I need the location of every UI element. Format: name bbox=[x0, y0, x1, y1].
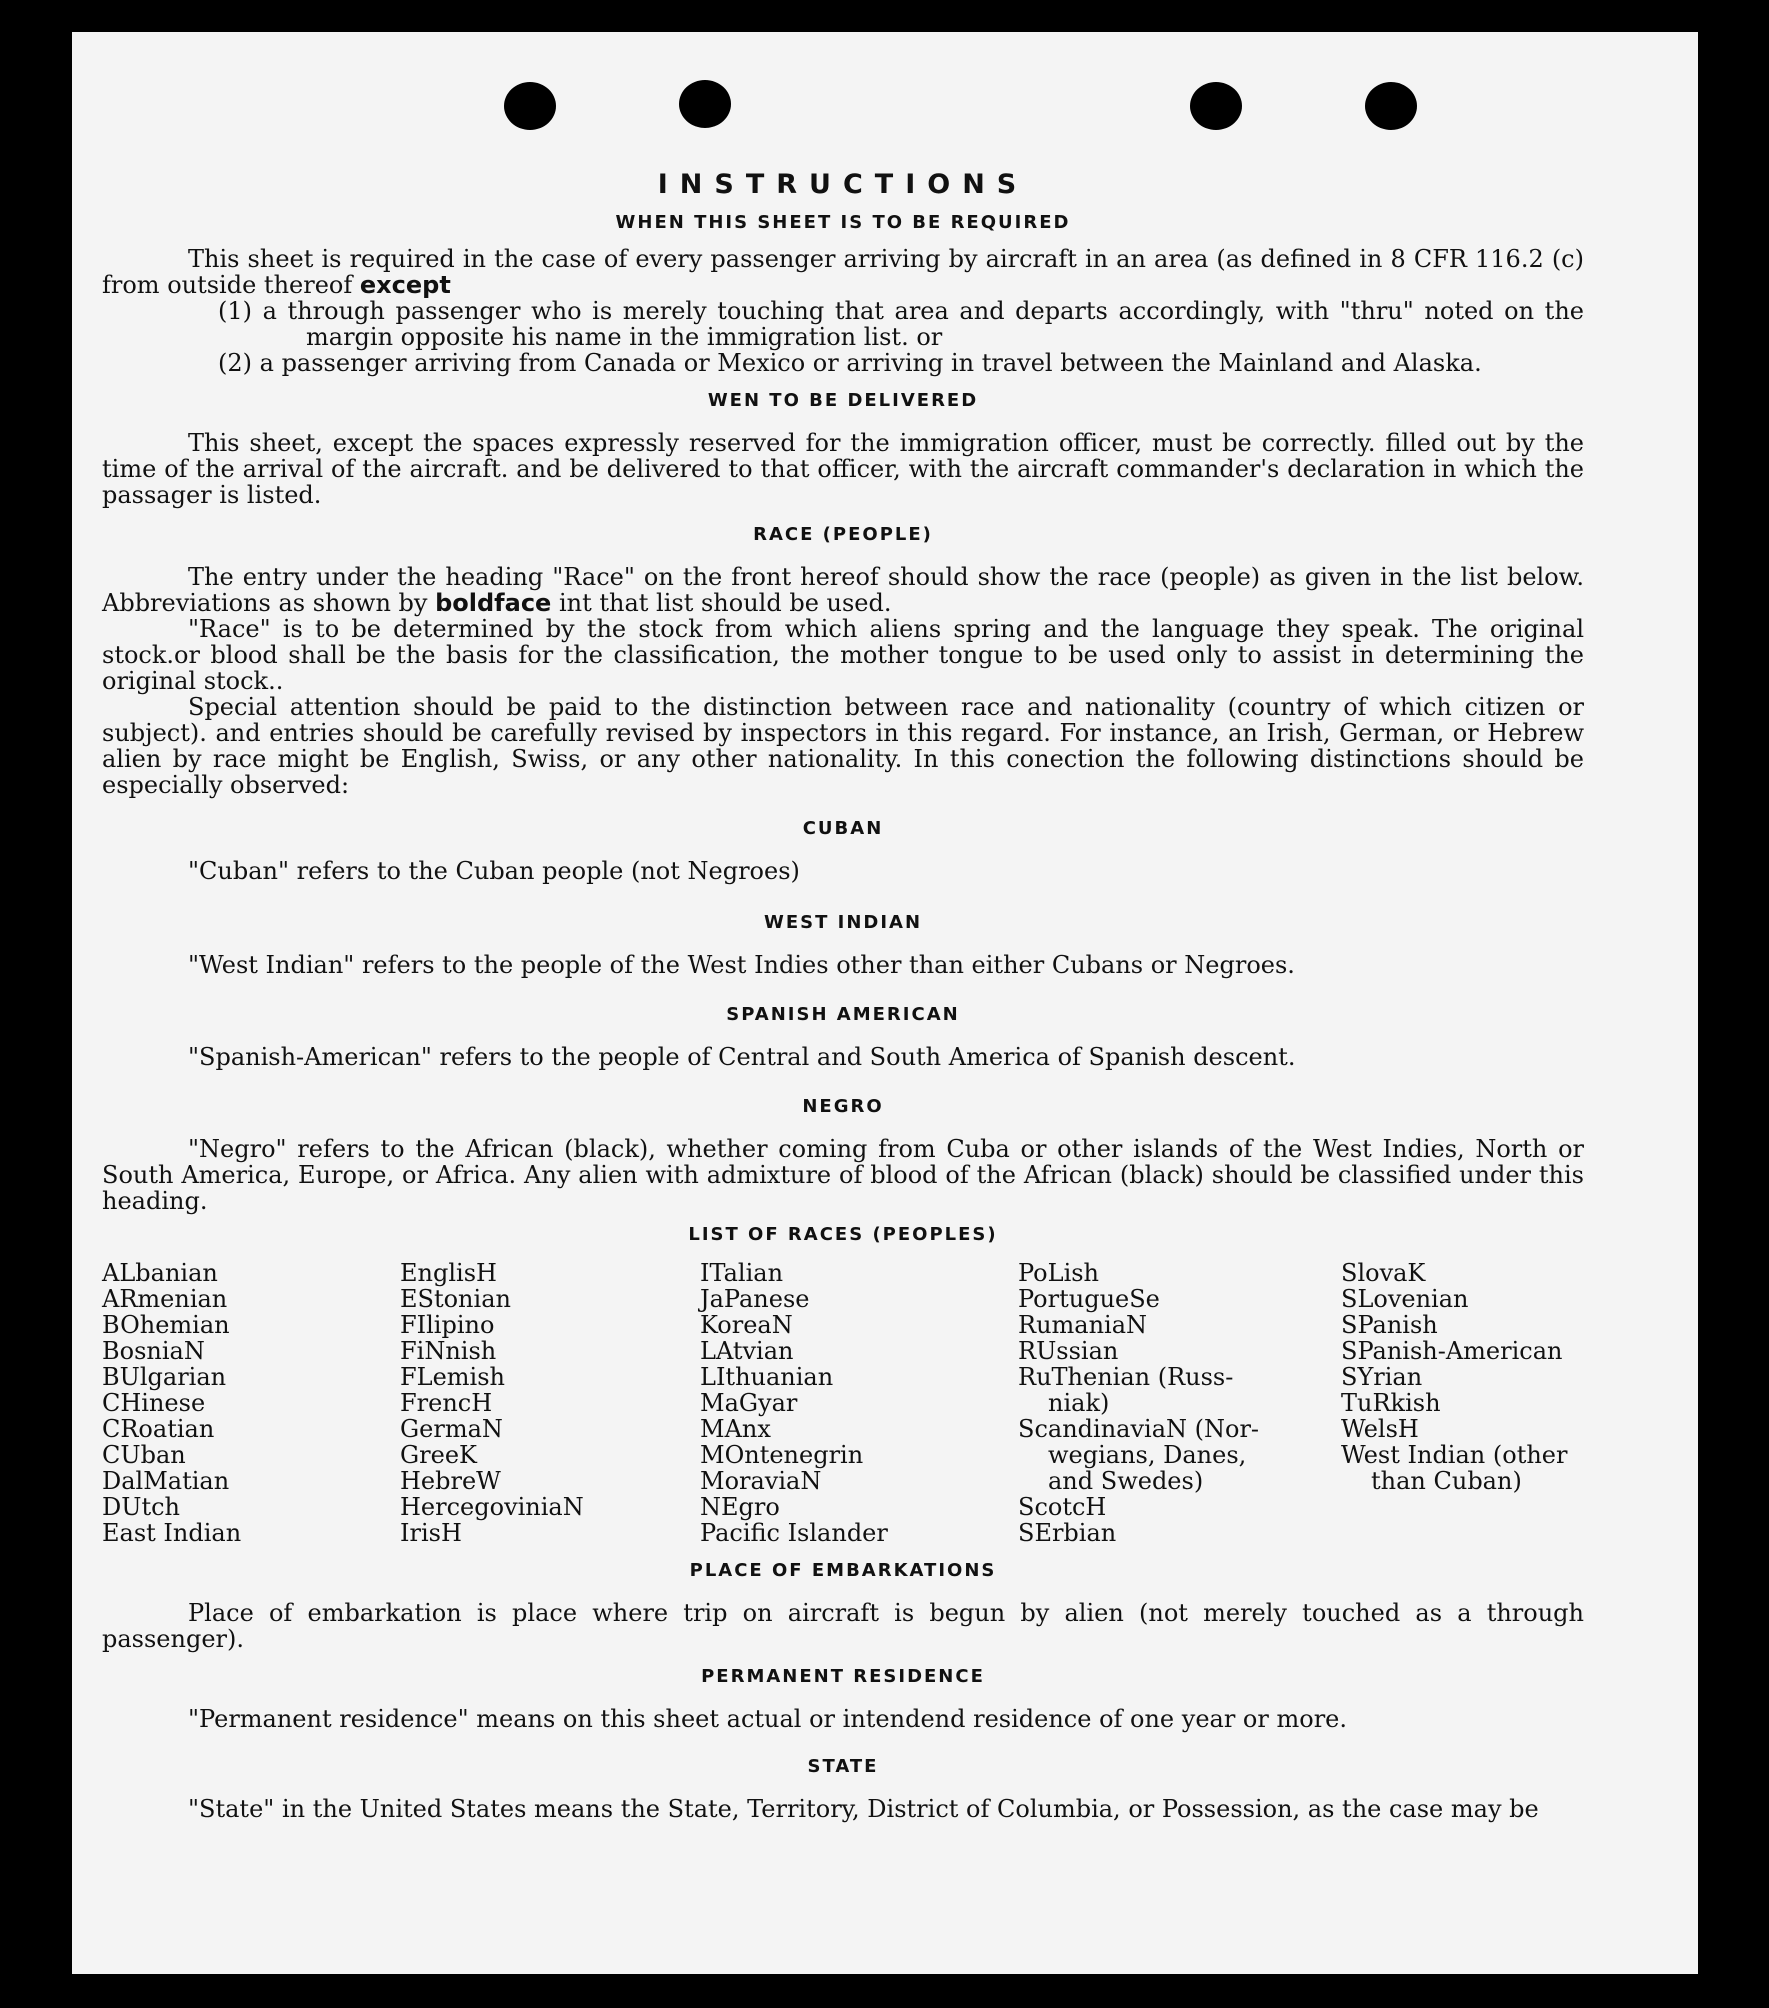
text-segment: int that list should be used. bbox=[551, 589, 892, 617]
race-item: GreeK bbox=[400, 1441, 477, 1469]
race-item: FIlipino bbox=[400, 1311, 495, 1339]
race-item: SLovenian bbox=[1341, 1285, 1469, 1313]
bold-text: except bbox=[359, 271, 451, 299]
paragraph-cuban: "Cuban" refers to the Cuban people (not Negroes) bbox=[188, 857, 800, 885]
race-item: RumaniaN bbox=[1018, 1311, 1148, 1339]
race-item: HercegoviniaN bbox=[400, 1493, 584, 1521]
paragraph-race-2: "Race" is to be determined by the stock from which aliens spring and the language they speak. The original stock.or blood shall be the basis for the classification, the mother tongue to be used only to assist in determining the original stock.. bbox=[102, 615, 1584, 695]
heading-embarkation: PLACE OF EMBARKATIONS bbox=[689, 1560, 997, 1581]
heading-state: STATE bbox=[807, 1756, 879, 1777]
race-item: SPanish bbox=[1341, 1311, 1438, 1339]
heading-negro: NEGRO bbox=[802, 1096, 884, 1117]
race-item: and Swedes) bbox=[1048, 1467, 1204, 1495]
race-item: PortugueSe bbox=[1018, 1285, 1160, 1313]
race-item: TuRkish bbox=[1341, 1389, 1441, 1417]
race-item: FiNnish bbox=[400, 1337, 497, 1365]
race-item: ALbanian bbox=[102, 1259, 218, 1287]
race-item: ARmenian bbox=[102, 1285, 228, 1313]
heading-list-of-races: LIST OF RACES (PEOPLES) bbox=[688, 1224, 998, 1245]
punch-hole bbox=[679, 80, 731, 128]
heading-race: RACE (PEOPLE) bbox=[753, 524, 933, 545]
race-item: BOhemian bbox=[102, 1311, 230, 1339]
document-content bbox=[102, 169, 1584, 1823]
races-column-4 bbox=[1018, 1260, 1341, 1546]
paragraph-west-indian: "West Indian" refers to the people of the West Indies other than either Cubans or Negroes. bbox=[188, 951, 1295, 979]
race-item: Pacific Islander bbox=[700, 1519, 888, 1547]
race-item: IrisH bbox=[400, 1519, 462, 1547]
race-item: SlovaK bbox=[1341, 1259, 1426, 1287]
race-item: PoLish bbox=[1018, 1259, 1100, 1287]
race-item: JaPanese bbox=[700, 1285, 810, 1313]
race-item: MAnx bbox=[700, 1415, 771, 1443]
race-item: East Indian bbox=[102, 1519, 242, 1547]
race-item: KoreaN bbox=[700, 1311, 793, 1339]
race-item: ITalian bbox=[700, 1259, 784, 1287]
list-item-1: (1) a through passenger who is merely touching that area and departs accordingly, with "thru" noted on the margin opposite his name in the immigration list. or bbox=[218, 297, 1584, 351]
bold-text: boldface bbox=[435, 589, 552, 617]
race-item: CUban bbox=[102, 1441, 186, 1469]
race-item: GermaN bbox=[400, 1415, 503, 1443]
race-item: NEgro bbox=[700, 1493, 780, 1521]
races-list bbox=[102, 1260, 1584, 1546]
race-item: CRoatian bbox=[102, 1415, 215, 1443]
punch-hole bbox=[1365, 82, 1417, 130]
race-item: BUlgarian bbox=[102, 1363, 227, 1391]
heading-permanent-residence: PERMANENT RESIDENCE bbox=[701, 1666, 985, 1687]
race-item: EStonian bbox=[400, 1285, 511, 1313]
race-item: LAtvian bbox=[700, 1337, 794, 1365]
paragraph-when-required bbox=[102, 246, 1584, 298]
heading-cuban: CUBAN bbox=[802, 818, 884, 839]
race-item: RuThenian (Russ- bbox=[1018, 1363, 1234, 1391]
paragraph-embarkation: Place of embarkation is place where trip on aircraft is begun by alien (not merely touched as a through passenger). bbox=[102, 1599, 1584, 1653]
paragraph-race-3: Special attention should be paid to the distinction between race and nationality (country of which citizen or subject). and entries should be carefully revised by inspectors in this regard. For instance, an Irish, German, or Hebrew alien by race might be English, Swiss, or any other nationality. In this conection the following distinctions should be especially observed: bbox=[102, 693, 1584, 799]
paragraph-when-delivered: This sheet, except the spaces expressly reserved for the immigration officer, must be correctly. filled out by the time of the arrival of the aircraft. and be delivered to that officer, with the aircraft commander's declaration in which the passager is listed. bbox=[102, 429, 1584, 509]
race-item: than Cuban) bbox=[1371, 1467, 1522, 1495]
race-item: HebreW bbox=[400, 1467, 501, 1495]
race-item: West Indian (other bbox=[1341, 1441, 1568, 1469]
race-item: DalMatian bbox=[102, 1467, 230, 1495]
heading-spanish-american: SPANISH AMERICAN bbox=[726, 1004, 960, 1025]
races-column-2 bbox=[400, 1260, 700, 1546]
race-item: FrencH bbox=[400, 1389, 493, 1417]
text-segment: This sheet is required in the case of every passenger arriving by aircraft in an area (as defined in 8 CFR 116.2 (c) from outside thereof bbox=[102, 245, 1584, 299]
races-column-3 bbox=[700, 1260, 1018, 1546]
paragraph-state: "State" in the United States means the State, Territory, District of Columbia, or Possession, as the case may be bbox=[188, 1795, 1539, 1823]
race-item: MoraviaN bbox=[700, 1467, 822, 1495]
race-item: EnglisH bbox=[400, 1259, 497, 1287]
race-item: CHinese bbox=[102, 1389, 206, 1417]
race-item: LIthuanian bbox=[700, 1363, 834, 1391]
race-item: FLemish bbox=[400, 1363, 505, 1391]
heading-when-required: WHEN THIS SHEET IS TO BE REQUIRED bbox=[615, 212, 1071, 233]
race-item: WelsH bbox=[1341, 1415, 1419, 1443]
heading-west-indian: WEST INDIAN bbox=[763, 912, 923, 933]
paragraph-permanent-residence: "Permanent residence" means on this sheet actual or intendend residence of one year or more. bbox=[188, 1705, 1347, 1733]
race-item: ScandinaviaN (Nor- bbox=[1018, 1415, 1260, 1443]
paragraph-spanish-american: "Spanish-American" refers to the people of Central and South America of Spanish descent. bbox=[188, 1043, 1296, 1071]
race-item: SPanish-American bbox=[1341, 1337, 1563, 1365]
race-item: niak) bbox=[1048, 1389, 1110, 1417]
race-item: MaGyar bbox=[700, 1389, 798, 1417]
list-item-2: (2) a passenger arriving from Canada or Mexico or arriving in travel between the Mainland and Alaska. bbox=[218, 349, 1482, 377]
paragraph-race-1 bbox=[102, 564, 1584, 616]
race-item: DUtch bbox=[102, 1493, 181, 1521]
punch-hole bbox=[504, 82, 556, 130]
document-sheet bbox=[72, 32, 1698, 1974]
race-item: RUssian bbox=[1018, 1337, 1119, 1365]
race-item: SErbian bbox=[1018, 1519, 1117, 1547]
heading-when-delivered: WEN TO BE DELIVERED bbox=[707, 390, 979, 411]
paragraph-negro: "Negro" refers to the African (black), whether coming from Cuba or other islands of the West Indies, North or South America, Europe, or Africa. Any alien with admixture of blood of the African (black) should be classified under this heading. bbox=[102, 1135, 1584, 1215]
document-title: INSTRUCTIONS bbox=[657, 169, 1029, 200]
race-item: ScotcH bbox=[1018, 1493, 1107, 1521]
race-item: wegians, Danes, bbox=[1048, 1441, 1247, 1469]
text-segment: The entry under the heading "Race" on the front hereof should show the race (people) as given in the list below. Abbreviations as shown by bbox=[102, 563, 1584, 617]
race-item: MOntenegrin bbox=[700, 1441, 864, 1469]
race-item: BosniaN bbox=[102, 1337, 205, 1365]
race-item: SYrian bbox=[1341, 1363, 1423, 1391]
races-column-5 bbox=[1341, 1260, 1584, 1546]
races-column-1 bbox=[102, 1260, 400, 1546]
punch-hole bbox=[1190, 82, 1242, 130]
